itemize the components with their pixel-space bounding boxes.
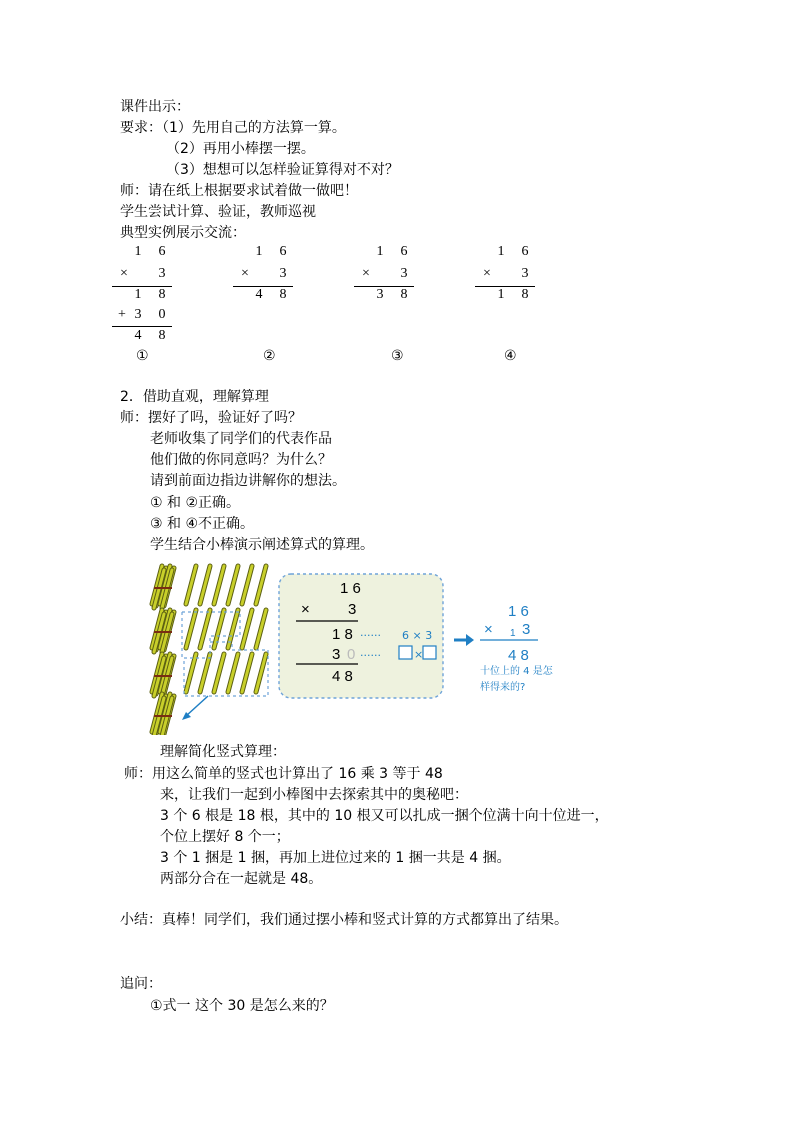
vertical-calc-example-4 xyxy=(475,244,537,314)
panel-partial-1: 1 8 xyxy=(332,626,353,643)
line-student-try: 学生尝试计算、验证，教师巡视 xyxy=(120,204,316,220)
line-requirement-1: 要求：（1）先用自己的方法算一算。 xyxy=(120,120,346,136)
digit: 0 xyxy=(158,307,166,322)
digit: 8 xyxy=(400,287,408,302)
blank-box-1 xyxy=(399,646,412,659)
digit: 8 xyxy=(279,287,287,302)
digit: 1 xyxy=(497,244,505,259)
line-requirement-2: （2）再用小棒摆一摆。 xyxy=(166,141,315,157)
line-correct: ① 和 ②正确。 xyxy=(150,495,241,511)
digit: 3 xyxy=(521,266,529,281)
question-line-1: 十位上的 4 是怎 xyxy=(480,666,553,677)
dots-2: ······ xyxy=(360,649,381,662)
digit: 3 xyxy=(134,307,142,322)
digit: 6 xyxy=(158,244,166,259)
line-collected: 老师收集了同学们的代表作品 xyxy=(150,431,332,447)
simple-mul: 3 xyxy=(522,621,531,638)
line-summary: 小结：真棒！同学们，我们通过摆小棒和竖式计算的方式都算出了结果。 xyxy=(120,912,568,928)
digit: 1 xyxy=(134,244,142,259)
vertical-calc-example-2 xyxy=(233,244,295,314)
line-teacher-prompt: 师：请在纸上根据要求试着做一做吧！ xyxy=(120,183,358,199)
digit: 3 xyxy=(376,287,384,302)
times-sign: × xyxy=(483,266,491,281)
digit: 1 xyxy=(255,244,263,259)
digit: 6 xyxy=(521,244,529,259)
example-label-3: ③ xyxy=(391,348,404,364)
digit: 8 xyxy=(158,328,166,343)
panel-mul: 3 xyxy=(348,601,357,618)
line-teacher-simple: 师：用这么简单的竖式也计算出了 16 乘 3 等于 48 xyxy=(124,766,443,782)
line-ones-reasoning: 3 个 6 根是 18 根，其中的 10 根又可以扎成一捆个位满十向十位进一， xyxy=(160,808,609,824)
line-explain: 请到前面边指边讲解你的想法。 xyxy=(150,473,346,489)
sticks-figure xyxy=(148,560,588,735)
line-incorrect: ③ 和 ④不正确。 xyxy=(150,516,255,532)
plus-sign: + xyxy=(118,307,126,322)
line-combine: 两部分合在一起就是 48。 xyxy=(160,871,323,887)
panel-times: × xyxy=(301,601,310,618)
simple-result: 4 8 xyxy=(508,647,529,664)
digit: 3 xyxy=(158,266,166,281)
question-line-2: 样得来的? xyxy=(480,682,526,693)
panel-partial-2-tens: 3 xyxy=(332,646,341,663)
hint-6x3: 6 × 3 xyxy=(402,629,433,642)
times-sign: × xyxy=(362,266,370,281)
line-requirement-3: （3）想想可以怎样验证算得对不对？ xyxy=(166,162,399,178)
digit: 6 xyxy=(400,244,408,259)
stick-bundle xyxy=(152,566,174,608)
digit: 8 xyxy=(158,287,166,302)
example-label-2: ② xyxy=(263,348,276,364)
simple-carry: 1 xyxy=(510,628,516,639)
section-2-heading: 2．借助直观，理解算理 xyxy=(120,389,269,405)
line-ones-place: 个位上摆好 8 个一； xyxy=(160,829,290,845)
line-agree: 他们做的你同意吗？为什么？ xyxy=(150,452,332,468)
line-understand: 理解简化竖式算理： xyxy=(160,744,286,760)
line-tens-reasoning: 3 个 1 捆是 1 捆，再加上进位过来的 1 捆一共是 4 捆。 xyxy=(160,850,511,866)
new-stick-bundle xyxy=(152,694,174,735)
line-teacher-ask: 师：摆好了吗，验证好了吗？ xyxy=(120,410,302,426)
line-explore: 来，让我们一起到小棒图中去探索其中的奥秘吧： xyxy=(160,787,468,803)
digit: 8 xyxy=(521,287,529,302)
digit: 1 xyxy=(134,287,142,302)
dots-1: ······ xyxy=(360,629,381,642)
line-follow-up: 追问： xyxy=(120,976,162,992)
example-label-1: ① xyxy=(136,348,149,364)
digit: 3 xyxy=(279,266,287,281)
digit: 4 xyxy=(255,287,263,302)
simple-top: 1 6 xyxy=(508,603,529,620)
line-follow-up-question: ①式一 这个 30 是怎么来的？ xyxy=(150,998,334,1014)
blank-box-2 xyxy=(423,646,436,659)
panel-result: 4 8 xyxy=(332,668,353,685)
digit: 6 xyxy=(279,244,287,259)
vertical-calc-example-3 xyxy=(354,244,416,314)
stick-bundle xyxy=(152,654,174,696)
arrow-to-bundle xyxy=(186,696,208,716)
line-courseware: 课件出示： xyxy=(120,99,190,115)
line-demo: 学生结合小棒演示阐述算式的算理。 xyxy=(150,537,374,553)
example-label-4: ④ xyxy=(504,348,517,364)
panel-top: 1 6 xyxy=(340,580,361,597)
digit: 1 xyxy=(497,287,505,302)
digit: 1 xyxy=(376,244,384,259)
times-sign: × xyxy=(241,266,249,281)
line-examples-title: 典型实例展示交流： xyxy=(120,225,246,241)
stick-bundle xyxy=(152,610,174,652)
panel-partial-2-ones: 0 xyxy=(347,646,356,663)
simple-times: × xyxy=(484,621,493,638)
digit: 4 xyxy=(134,328,142,343)
digit: 3 xyxy=(400,266,408,281)
times-sign: × xyxy=(120,266,128,281)
blank-times: × xyxy=(414,648,424,661)
